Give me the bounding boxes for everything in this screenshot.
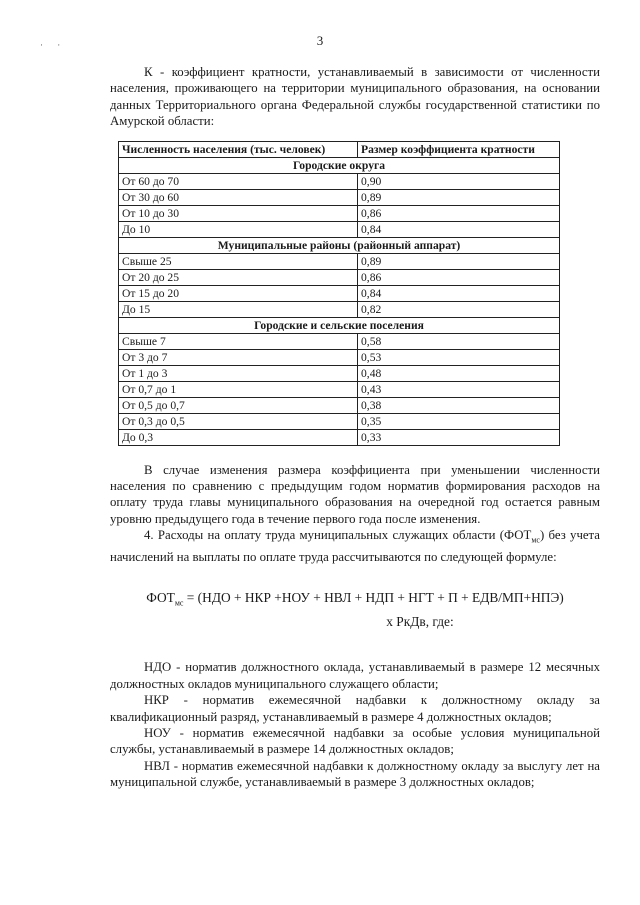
formula-line-2: х РкДв, где:	[386, 614, 454, 630]
table-row	[119, 333, 560, 349]
paragraph-4-text-start: 4. Расходы на оплату труда муниципальных служащих области (ФОТ	[144, 528, 532, 543]
coefficient-cell: 0,86	[358, 205, 560, 221]
page-number: 3	[316, 33, 324, 48]
definition-nou: НОУ - норматив ежемесячной надбавки за особые условия муниципальной службы, устанавливаемый в размере 14 должностных окладов;	[110, 725, 600, 757]
definition-nkr: НКР - норматив ежемесячной надбавки к должностному окладу за квалификационный разряд, устанавливаемый в размере 4 должностных окладов;	[110, 693, 600, 724]
paragraph-4	[110, 527, 600, 565]
table-row	[119, 413, 560, 429]
definition-ndo: НДО - норматив должностного оклада, устанавливаемый в размере 12 месячных должностных окладов муниципального служащего области;	[110, 660, 600, 691]
formula-lhs-subscript: мс	[174, 598, 184, 608]
salary-formula	[110, 588, 600, 632]
table-row	[119, 189, 560, 205]
table-header-row	[119, 141, 560, 157]
table-group-title: Муниципальные районы (районный аппарат)	[119, 237, 560, 253]
population-cell: От 60 до 70	[119, 173, 358, 189]
table-group-title: Городские округа	[119, 157, 560, 173]
coefficient-cell: 0,43	[358, 381, 560, 397]
population-cell: От 0,7 до 1	[119, 381, 358, 397]
coefficient-cell: 0,86	[358, 269, 560, 285]
table-row	[119, 205, 560, 221]
population-cell: До 15	[119, 301, 358, 317]
coefficient-table	[118, 141, 560, 446]
table-row	[119, 381, 560, 397]
table-row	[119, 429, 560, 445]
coefficient-cell: 0,35	[358, 413, 560, 429]
formula-lhs: ФОТ	[146, 589, 175, 605]
population-cell: От 20 до 25	[119, 269, 358, 285]
column-header-coefficient: Размер коэффициента кратности	[358, 141, 560, 157]
population-cell: От 15 до 20	[119, 285, 358, 301]
coefficient-cell: 0,90	[358, 173, 560, 189]
definition-nvl: НВЛ - норматив ежемесячной надбавки к должностному окладу за выслугу лет на муниципальной службе, устанавливаемый в размере 3 должностных окладов;	[110, 758, 600, 790]
coefficient-cell: 0,84	[358, 221, 560, 237]
population-cell: От 30 до 60	[119, 189, 358, 205]
population-cell: До 0,3	[119, 429, 358, 445]
table-row	[119, 253, 560, 269]
table-row	[119, 221, 560, 237]
table-group-row	[119, 237, 560, 253]
document-body	[110, 64, 600, 791]
population-cell: От 3 до 7	[119, 349, 358, 365]
table-group-title: Городские и сельские поселения	[119, 317, 560, 333]
coefficient-cell: 0,89	[358, 189, 560, 205]
column-header-population: Численность населения (тыс. человек)	[119, 141, 358, 157]
table-row	[119, 285, 560, 301]
population-cell: От 10 до 30	[119, 205, 358, 221]
intro-paragraph: К - коэффициент кратности, устанавливаемый в зависимости от численности населения, проживающего на территории муниципального образования, на основании данных Территориального органа Федеральной службы государственной статистики по Амурской области:	[110, 65, 600, 129]
population-cell: От 1 до 3	[119, 365, 358, 381]
table-group-row	[119, 317, 560, 333]
formula-line-1: = (НДО + НКР +НОУ + НВЛ + НДП + НГТ + П + ЕДВ/МП+НПЭ)	[183, 589, 564, 605]
coefficient-cell: 0,48	[358, 365, 560, 381]
population-cell: От 0,3 до 0,5	[119, 413, 358, 429]
population-cell: Свыше 7	[119, 333, 358, 349]
coefficient-cell: 0,89	[358, 253, 560, 269]
coefficient-cell: 0,38	[358, 397, 560, 413]
table-row	[119, 173, 560, 189]
coefficient-cell: 0,53	[358, 349, 560, 365]
table-row	[119, 397, 560, 413]
table-row	[119, 365, 560, 381]
coefficient-cell: 0,33	[358, 429, 560, 445]
coefficient-cell: 0,84	[358, 285, 560, 301]
change-paragraph: В случае изменения размера коэффициента при уменьшении численности населения по сравнению с предыдущим годом норматив формирования расходов на оплату труда главы муниципального образования на очередной год остается равным уровню предыдущего года в течение первого года после изменения.	[110, 462, 600, 526]
paragraph-4-text-end: ) без учета начислений на выплаты по оплате труда рассчитываются по следующей формуле:	[110, 528, 600, 565]
population-cell: До 10	[119, 221, 358, 237]
coefficient-cell: 0,58	[358, 333, 560, 349]
table-row	[119, 301, 560, 317]
table-body	[119, 157, 560, 445]
table-row	[119, 349, 560, 365]
table-row	[119, 269, 560, 285]
definitions-list	[110, 659, 600, 790]
coefficient-cell: 0,82	[358, 301, 560, 317]
population-cell: Свыше 25	[119, 253, 358, 269]
scan-mark: · ·	[40, 40, 67, 50]
population-cell: От 0,5 до 0,7	[119, 397, 358, 413]
paragraph-4-subscript: мс	[531, 535, 540, 545]
table-group-row	[119, 157, 560, 173]
